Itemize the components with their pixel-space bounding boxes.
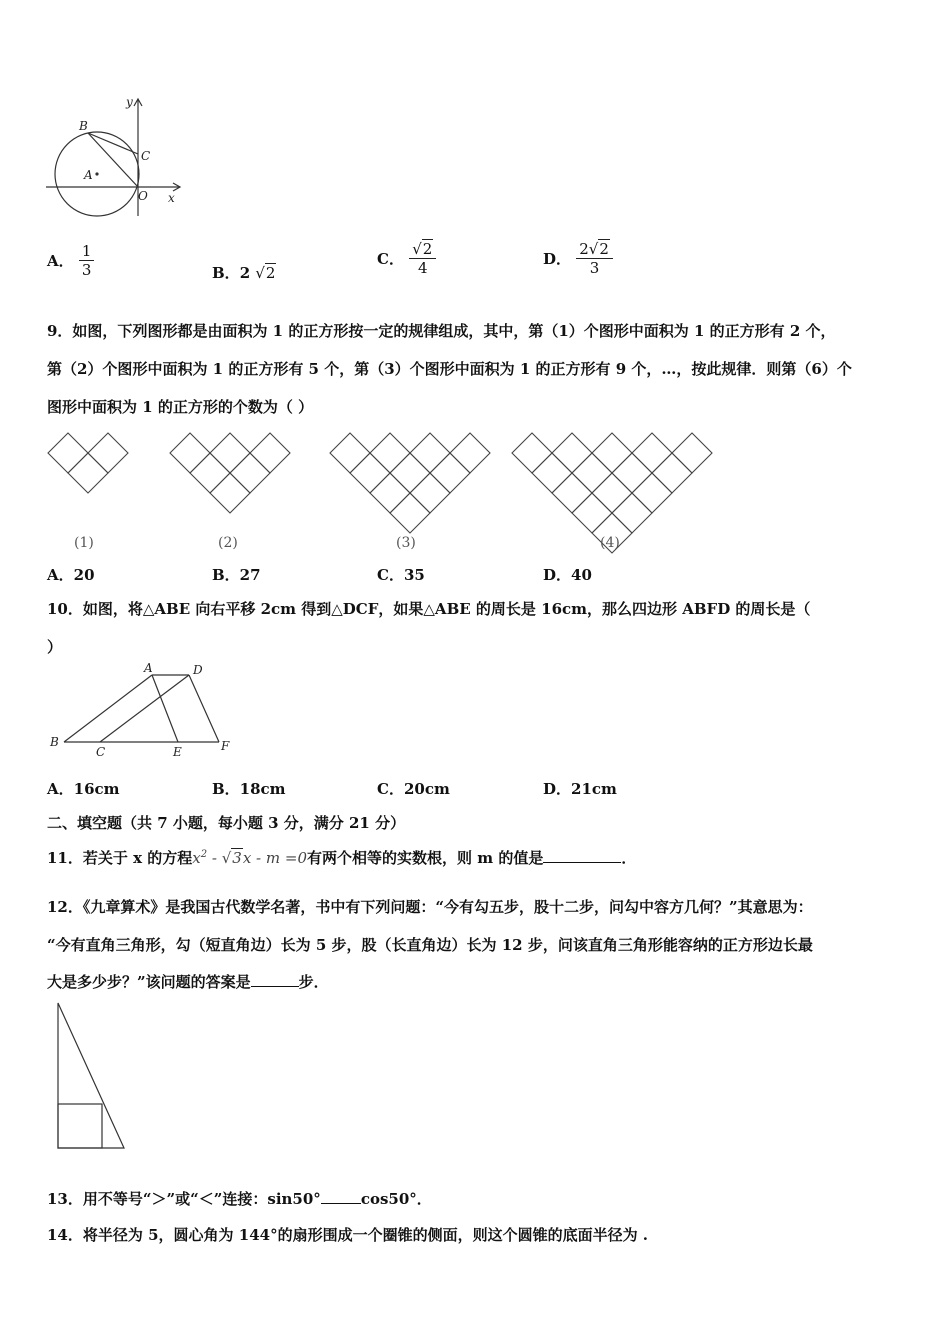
fraction: $\frac{√2}{4}$ bbox=[409, 240, 436, 277]
q12-line-2: “今有直角三角形，勾（短直角边）长为 5 步，股（长直角边）长为 12 步，问该直角三角形能容纳的正方形边长最 bbox=[47, 936, 813, 954]
label-y: y bbox=[126, 95, 133, 109]
unit-square bbox=[592, 473, 632, 513]
q9-line-2: 第（2）个图形中面积为 1 的正方形有 5 个，第（3）个图形中面积为 1 的正方形有 9 个，…，按此规律．则第（6）个 bbox=[47, 360, 852, 378]
unit-square bbox=[652, 453, 692, 493]
q8-option-d: D． $\frac{2√2}{3}$ bbox=[543, 240, 613, 277]
caption-1: (1) bbox=[74, 535, 94, 551]
unit-square bbox=[230, 453, 270, 493]
unit-square bbox=[370, 473, 410, 513]
label-c: C bbox=[96, 745, 106, 759]
inscribed-square bbox=[58, 1104, 102, 1148]
unit-square bbox=[410, 433, 450, 473]
q13-line: 13．用不等号“＞”或“＜”连接：sin50° cos50°． bbox=[47, 1190, 432, 1208]
q8-option-b: B．2 √2 bbox=[212, 264, 276, 282]
caption-3: (3) bbox=[396, 535, 416, 551]
q12-triangle-figure bbox=[52, 998, 132, 1153]
unit-square bbox=[430, 453, 470, 493]
answer-blank[interactable] bbox=[251, 972, 299, 987]
side-ba bbox=[64, 675, 152, 742]
q10-option-a: A．16cm bbox=[47, 780, 120, 798]
unit-square bbox=[190, 453, 230, 493]
unit-square bbox=[572, 493, 612, 533]
unit-square bbox=[48, 433, 88, 473]
unit-square bbox=[68, 453, 108, 493]
q9-pattern-figure bbox=[40, 425, 720, 555]
pattern-2 bbox=[170, 433, 290, 513]
unit-square bbox=[210, 473, 250, 513]
right-triangle bbox=[58, 1003, 124, 1148]
label-x: x bbox=[168, 191, 175, 205]
q9-option-d: D．40 bbox=[543, 566, 592, 584]
answer-blank[interactable] bbox=[543, 848, 621, 863]
center-dot bbox=[95, 172, 98, 175]
section-title: 二、填空题（共 7 小题，每小题 3 分，满分 21 分） bbox=[47, 814, 406, 832]
side-dc bbox=[100, 675, 189, 742]
label-o: O bbox=[138, 189, 148, 203]
q9-option-a: A．20 bbox=[47, 566, 95, 584]
q8-circle-figure bbox=[44, 94, 189, 219]
q9-line-1: 9．如图，下列图形都是由面积为 1 的正方形按一定的规律组成，其中，第（1）个图形中面积为 1 的正方形有 2 个， bbox=[47, 322, 836, 340]
q9-line-3: 图形中面积为 1 的正方形的个数为（ ） bbox=[47, 398, 314, 416]
unit-square bbox=[612, 453, 652, 493]
label-c: C bbox=[141, 149, 151, 163]
chord-bo bbox=[88, 133, 138, 187]
unit-square bbox=[612, 493, 652, 533]
pattern-3 bbox=[330, 433, 490, 533]
unit-square bbox=[330, 433, 370, 473]
unit-square bbox=[572, 453, 612, 493]
label-d: D bbox=[193, 663, 203, 677]
unit-square bbox=[370, 433, 410, 473]
equation: $x^2 - √3x - m =0$ bbox=[192, 849, 307, 867]
answer-blank[interactable] bbox=[321, 1189, 361, 1204]
unit-square bbox=[250, 433, 290, 473]
q10-line-1: 10．如图，将△ABE 向右平移 2cm 得到△DCF，如果△ABE 的周长是 16cm，那么四边形 ABFD 的周长是（ bbox=[47, 600, 811, 618]
unit-square bbox=[390, 493, 430, 533]
label-a: A bbox=[144, 662, 153, 675]
unit-square bbox=[210, 433, 250, 473]
label-b: B bbox=[50, 735, 59, 749]
q9-option-b: B．27 bbox=[212, 566, 261, 584]
unit-square bbox=[390, 453, 430, 493]
label-b: B bbox=[79, 119, 88, 133]
label-a: A bbox=[84, 168, 93, 182]
q10-option-d: D．21cm bbox=[543, 780, 617, 798]
unit-square bbox=[410, 473, 450, 513]
q12-line-3: 大是多少步？”该问题的答案是 步． bbox=[47, 973, 329, 991]
unit-square bbox=[552, 433, 592, 473]
unit-square bbox=[632, 433, 672, 473]
q10-line-2: ） bbox=[47, 638, 63, 656]
unit-square bbox=[532, 453, 572, 493]
fraction: $\frac{2√2}{3}$ bbox=[576, 240, 613, 277]
caption-2: (2) bbox=[218, 535, 238, 551]
q10-option-c: C．20cm bbox=[377, 780, 450, 798]
unit-square bbox=[672, 433, 712, 473]
q11-line: 11．若关于 x 的方程$x^2 - √3x - m =0$有两个相等的实数根，则 m 的值是 ． bbox=[47, 849, 637, 867]
q14-line: 14．将半径为 5，圆心角为 144°的扇形围成一个圈锥的侧面，则这个圆锥的底面半径为 . bbox=[47, 1226, 649, 1244]
q10-option-b: B．18cm bbox=[212, 780, 286, 798]
label-e: E bbox=[173, 745, 182, 759]
unit-square bbox=[632, 473, 672, 513]
q12-line-1: 12．《九章算术》是我国古代数学名著，书中有下列问题：“今有勾五步，股十二步，问勾中容方几何？”其意思为： bbox=[47, 898, 813, 916]
unit-square bbox=[88, 433, 128, 473]
unit-square bbox=[552, 473, 592, 513]
side-ae bbox=[152, 675, 178, 742]
q9-option-c: C．35 bbox=[377, 566, 425, 584]
fraction: $\frac{1}{3}$ bbox=[79, 242, 95, 279]
side-df bbox=[189, 675, 219, 742]
label-f: F bbox=[221, 739, 230, 753]
q8-option-c: C． $\frac{√2}{4}$ bbox=[377, 240, 436, 277]
unit-square bbox=[450, 433, 490, 473]
unit-square bbox=[592, 433, 632, 473]
pattern-1 bbox=[48, 433, 128, 493]
q10-translation-figure bbox=[44, 662, 244, 762]
q8-option-a: A． $\frac{1}{3}$ bbox=[47, 242, 94, 279]
unit-square bbox=[170, 433, 210, 473]
caption-4: (4) bbox=[600, 535, 620, 551]
chord-bc bbox=[88, 133, 138, 154]
unit-square bbox=[512, 433, 552, 473]
unit-square bbox=[350, 453, 390, 493]
